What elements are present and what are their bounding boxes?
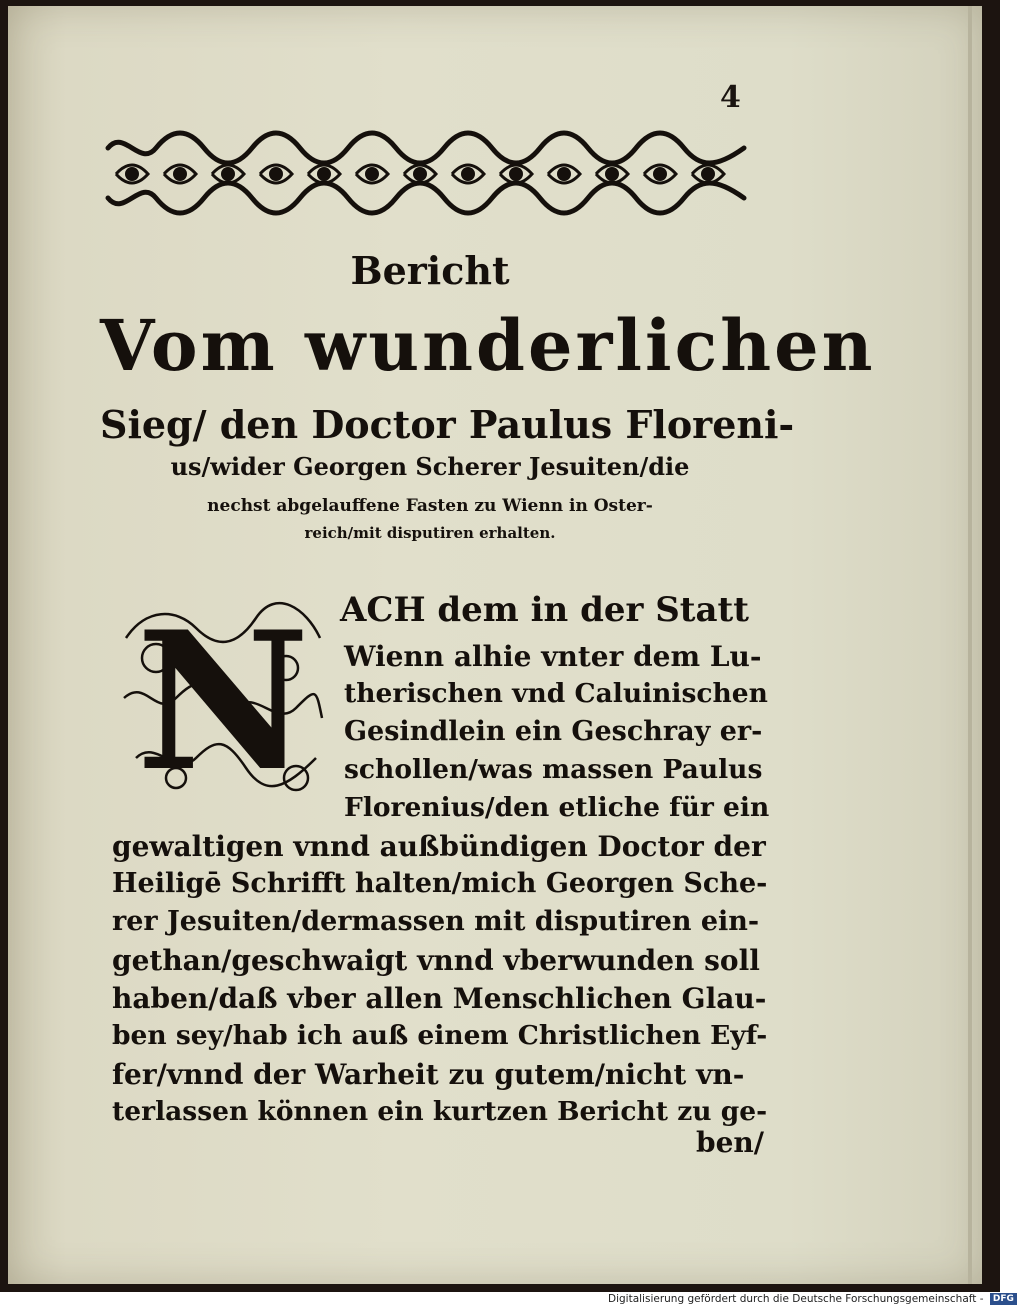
footer-text: Digitalisierung gefördert durch die Deutsche Forschungsgemeinschaft - xyxy=(608,1293,984,1305)
dfg-logo-icon: DFG xyxy=(990,1293,1017,1305)
subtitle-line-4: reich/mit disputiren erhalten. xyxy=(304,524,556,542)
body-line: fer/vnnd der Warheit zu gutem/nicht vn- xyxy=(112,1058,745,1091)
body-line: Florenius/den etliche für ein xyxy=(344,792,770,823)
body-line: schollen/was massen Paulus xyxy=(344,754,763,785)
decorated-initial xyxy=(116,590,330,813)
body-line: Gesindlein ein Geschray er- xyxy=(344,716,763,747)
body-line: ben sey/hab ich auß einem Christlichen Eyf- xyxy=(112,1020,768,1051)
page-number: 4 xyxy=(720,80,741,115)
title-bericht: Bericht xyxy=(350,248,510,293)
ornament-graphic xyxy=(104,124,748,226)
page-edge xyxy=(968,6,972,1284)
subtitle-line-2: us/wider Georgen Scherer Jesuiten/die xyxy=(170,452,690,481)
body-line: terlassen können ein kurtzen Bericht zu ge- xyxy=(112,1096,768,1127)
body-line: haben/daß vber allen Menschlichen Glau- xyxy=(112,982,767,1015)
title-vom-wunderlichen: Vom wunderlichen xyxy=(100,304,876,387)
body-line: gethan/geschwaigt vnnd vberwunden soll xyxy=(112,944,760,977)
body-line: ACH dem in der Statt xyxy=(340,590,749,630)
initial-letter: N xyxy=(136,590,310,813)
body-line: gewaltigen vnnd außbündigen Doctor der xyxy=(112,830,766,863)
body-line: Wienn alhie vnter dem Lu- xyxy=(344,640,762,673)
subtitle-line-3: nechst abgelauffene Fasten zu Wienn in Oster- xyxy=(207,496,653,516)
subtitle-line-1: Sieg/ den Doctor Paulus Floreni- xyxy=(100,402,795,447)
body-line: therischen vnd Caluinischen xyxy=(344,678,768,709)
catchword: ben/ xyxy=(696,1126,764,1159)
body-line: rer Jesuiten/dermassen mit disputiren ein- xyxy=(112,906,760,937)
body-line: Heiligē Schrifft halten/mich Georgen Sche- xyxy=(112,868,768,899)
footer-credit xyxy=(608,1293,1014,1309)
initial-ornament-graphic xyxy=(116,590,330,813)
ornamental-headpiece xyxy=(104,124,748,226)
